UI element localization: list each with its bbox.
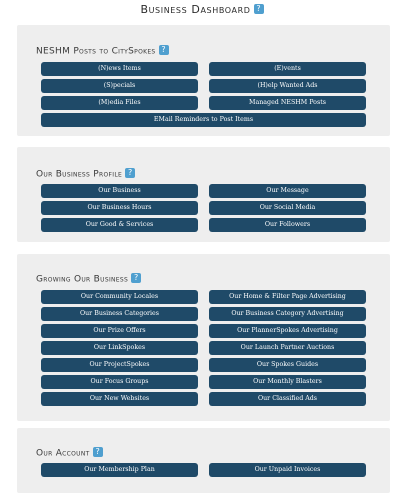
events-button[interactable]: (E)vents [209, 62, 366, 76]
membership-plan-button[interactable]: Our Membership Plan [41, 463, 198, 477]
help-icon[interactable]: ? [125, 168, 135, 178]
account-section-title-text: Our Account [36, 448, 90, 459]
profile-button-grid [41, 184, 366, 232]
email-reminders-button[interactable]: EMail Reminders to Post Items [41, 113, 366, 127]
profile-section-title [36, 169, 135, 180]
profile-section-title-text: Our Business Profile [36, 169, 123, 180]
community-locales-button[interactable]: Our Community Locales [41, 290, 198, 304]
account-button-grid [41, 463, 366, 477]
help-icon[interactable]: ? [254, 4, 264, 14]
unpaid-invoices-button[interactable]: Our Unpaid Invoices [209, 463, 366, 477]
new-websites-button[interactable]: Our New Websites [41, 392, 198, 406]
goods-services-button[interactable]: Our Good & Services [41, 218, 198, 232]
account-section-title [36, 448, 103, 459]
followers-button[interactable]: Our Followers [209, 218, 366, 232]
social-media-button[interactable]: Our Social Media [209, 201, 366, 215]
spokes-guides-button[interactable]: Our Spokes Guides [209, 358, 366, 372]
account-panel [17, 428, 390, 493]
help-icon[interactable]: ? [131, 273, 141, 283]
posts-section-title [36, 46, 169, 57]
managed-posts-button[interactable]: Managed NESHM Posts [209, 96, 366, 110]
specials-button[interactable]: (S)pecials [41, 79, 198, 93]
launch-partner-auctions-button[interactable]: Our Launch Partner Auctions [209, 341, 366, 355]
projectspokes-button[interactable]: Our ProjectSpokes [41, 358, 198, 372]
business-categories-button[interactable]: Our Business Categories [41, 307, 198, 321]
media-files-button[interactable]: (M)edia Files [41, 96, 198, 110]
page-title [0, 3, 404, 21]
page-title-text: Business Dashboard [140, 3, 251, 16]
prize-offers-button[interactable]: Our Prize Offers [41, 324, 198, 338]
plannerspokes-advertising-button[interactable]: Our PlannerSpokes Advertising [209, 324, 366, 338]
growing-panel [17, 254, 390, 421]
focus-groups-button[interactable]: Our Focus Groups [41, 375, 198, 389]
monthly-blasters-button[interactable]: Our Monthly Blasters [209, 375, 366, 389]
profile-panel [17, 147, 390, 242]
help-icon[interactable]: ? [93, 447, 103, 457]
category-advertising-button[interactable]: Our Business Category Advertising [209, 307, 366, 321]
growing-button-grid [41, 290, 366, 406]
help-icon[interactable]: ? [159, 45, 169, 55]
growing-section-title-text: Growing Our Business [36, 274, 129, 285]
classified-ads-button[interactable]: Our Classified Ads [209, 392, 366, 406]
home-filter-advertising-button[interactable]: Our Home & Filter Page Advertising [209, 290, 366, 304]
help-wanted-ads-button[interactable]: (H)elp Wanted Ads [209, 79, 366, 93]
growing-section-title [36, 274, 141, 285]
our-message-button[interactable]: Our Message [209, 184, 366, 198]
posts-button-grid [41, 62, 366, 127]
linkspokes-button[interactable]: Our LinkSpokes [41, 341, 198, 355]
our-business-button[interactable]: Our Business [41, 184, 198, 198]
posts-section-title-text: NESHM Posts to CitySpokes [36, 46, 156, 57]
business-hours-button[interactable]: Our Business Hours [41, 201, 198, 215]
posts-panel [17, 25, 390, 136]
news-items-button[interactable]: (N)ews Items [41, 62, 198, 76]
